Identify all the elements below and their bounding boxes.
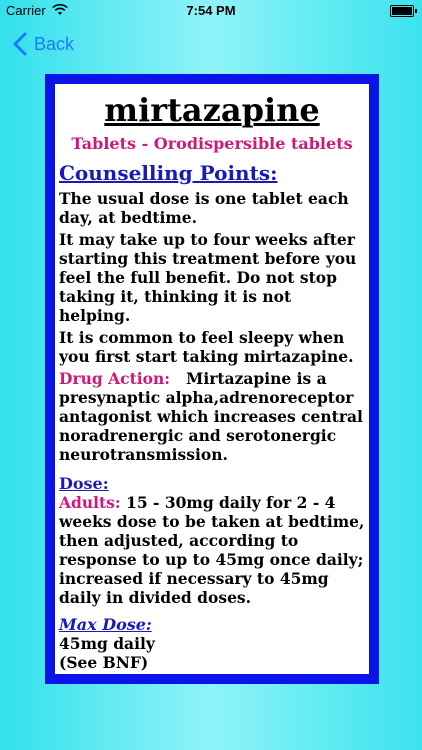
counselling-heading: Counselling Points: — [59, 161, 278, 185]
back-button[interactable] — [10, 30, 74, 58]
max-dose-heading: Max Dose: — [59, 615, 152, 634]
counselling-point: It is common to feel sleepy when you first start taking mirtazapine. — [59, 328, 354, 366]
max-dose-values — [59, 634, 365, 672]
max-dose-value: 45mg daily — [59, 634, 155, 653]
max-dose-note: (See BNF) — [59, 653, 149, 672]
counselling-point: The usual dose is one tablet each day, at bedtime. — [59, 189, 349, 227]
adults-label: Adults: — [59, 493, 121, 512]
back-label: Back — [34, 33, 75, 54]
drug-info-content[interactable] — [55, 84, 369, 674]
drug-action-label: Drug Action: — [59, 369, 170, 388]
status-bar — [0, 0, 422, 22]
adult-dose — [59, 493, 365, 607]
drug-action — [59, 369, 365, 464]
adults-text: 15 - 30mg daily for 2 - 4 weeks dose to be taken at bedtime, then adjusted, according to response to up to 45mg once daily; increased if necessary to 45mg daily in divided doses. — [59, 493, 365, 607]
status-time: 7:54 PM — [186, 3, 236, 18]
drug-name: mirtazapine — [104, 91, 320, 129]
navigation-bar — [0, 22, 422, 66]
counselling-point: It may take up to four weeks after starting this treatment before you feel the full benefit. Do not stop taking it, thinking it is not helping. — [59, 230, 357, 325]
drug-forms: Tablets - Orodispersible tablets — [71, 134, 353, 153]
carrier-label: Carrier — [6, 3, 46, 18]
dose-heading: Dose: — [59, 474, 109, 493]
drug-action-text: Mirtazapine is a presynaptic alpha,adrenoreceptor antagonist which increases central noradrenergic and serotonergic neurotransmission. — [59, 369, 363, 464]
drug-info-card — [45, 74, 379, 684]
chevron-left-icon — [10, 31, 32, 57]
battery-icon — [390, 5, 414, 17]
